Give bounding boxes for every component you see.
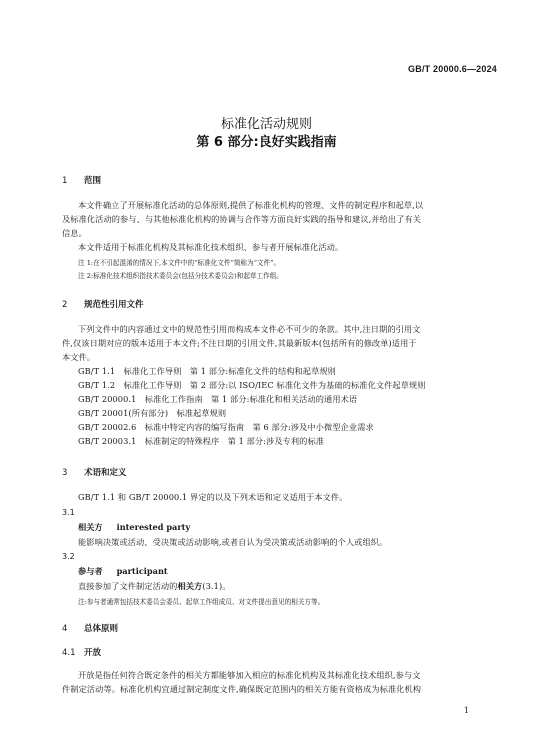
section-number: 1 [62, 176, 68, 186]
paragraph-line: 信息。 [62, 228, 87, 238]
paragraph-line: GB/T 1.1 和 GB/T 20000.1 界定的以及下列术语和定义适用于本文件。 [78, 492, 348, 502]
term-chinese: 参与者 [78, 566, 103, 576]
page-number: 1 [463, 706, 469, 715]
section-title: 规范性引用文件 [84, 300, 144, 310]
paragraph-line: 本文件确立了开展标准化活动的总体原则,提供了标准化机构的管理、文件的制定程序和起草,以 [78, 200, 424, 210]
paragraph-line: 件,仅该日期对应的版本适用于本文件;不注日期的引用文件,其最新版本(包括所有的修改单)适用于 [62, 338, 417, 348]
section-heading-terms [62, 466, 127, 478]
reference-item: GB/T 1.2 标准化工作导则 第 2 部分:以 ISO/IEC 标准化文件为基础的标准化文件起草规则 [78, 380, 426, 390]
note: 注:参与者通常包括技术委员会委员、起草工作组成员、对文件提出意见的相关方等。 [78, 598, 325, 606]
document-subtitle: 第 6 部分:良好实践指南 [196, 135, 337, 150]
note: 注 2:标准化技术组织指技术委员会(包括分技术委员会)和起草工作组。 [78, 272, 283, 280]
definition-text: 直接参加了文件制定活动的 [78, 581, 178, 591]
section-title: 范围 [84, 176, 102, 186]
note: 注 1:在不引起混淆的情况下,本文件中的“标准化文件”简称为“文件”。 [78, 259, 281, 267]
term-definition [78, 581, 231, 592]
paragraph-line: 下列文件中的内容通过文中的规范性引用而构成本文件必不可少的条款。其中,注日期的引用文 [78, 324, 421, 334]
section-title: 总体原则 [84, 624, 119, 634]
section-heading-general-principles [62, 622, 118, 634]
reference-item: GB/T 1.1 标准化工作导则 第 1 部分:标准化文件的结构和起草规则 [78, 366, 336, 376]
section-heading-normative-references [62, 298, 144, 310]
term-number: 3.2 [62, 552, 75, 561]
term-entry [78, 522, 190, 533]
section-number: 4 [62, 624, 68, 634]
term-definition: 能影响决策或活动、受决策或活动影响,或者自认为受决策或活动影响的个人或组织。 [78, 537, 388, 547]
term-number: 3.1 [62, 508, 75, 517]
paragraph-line: 开放是指任何符合既定条件的相关方都能够加入相应的标准化机构及其标准化技术组织,参与文 [78, 670, 421, 680]
paragraph-line: 件制定活动等。标准化机构宜通过制定制度文件,确保既定范围内的相关方能有资格成为标准化机构 [62, 684, 422, 694]
subsection-heading-openness [62, 646, 101, 658]
subsection-title: 开放 [84, 648, 102, 658]
reference-item: GB/T 20002.6 标准中特定内容的编写指南 第 6 部分:涉及中小微型企业需求 [78, 422, 374, 432]
paragraph-line: 及标准化活动的参与、与其他标准化机构的协调与合作等方面良好实践的指导和建议,并给出了有关 [62, 214, 422, 224]
term-chinese: 相关方 [78, 522, 103, 532]
standard-number: GB/T 20000.6—2024 [408, 64, 497, 74]
section-number: 2 [62, 300, 68, 310]
reference-item: GB/T 20003.1 标准制定的特殊程序 第 1 部分:涉及专利的标准 [78, 436, 325, 446]
section-title: 术语和定义 [84, 468, 127, 478]
subsection-number: 4.1 [62, 648, 76, 658]
section-heading-scope [62, 174, 101, 186]
term-english: interested party [116, 522, 191, 532]
term-entry [78, 566, 168, 577]
paragraph-line: 本文件。 [62, 352, 96, 362]
section-number: 3 [62, 468, 68, 478]
reference-item: GB/T 20000.1 标准化工作指南 第 1 部分:标准化和相关活动的通用术语 [78, 394, 358, 404]
document-title: 标准化活动规则 [220, 117, 312, 132]
paragraph-line: 本文件适用于标准化机构及其标准化技术组织、参与者开展标准化活动。 [78, 242, 344, 252]
reference-item: GB/T 20001(所有部分) 标准起草规则 [78, 408, 227, 418]
term-reference: 相关方 [177, 581, 203, 591]
term-english: participant [116, 566, 168, 576]
definition-text: (3.1)。 [202, 581, 231, 591]
